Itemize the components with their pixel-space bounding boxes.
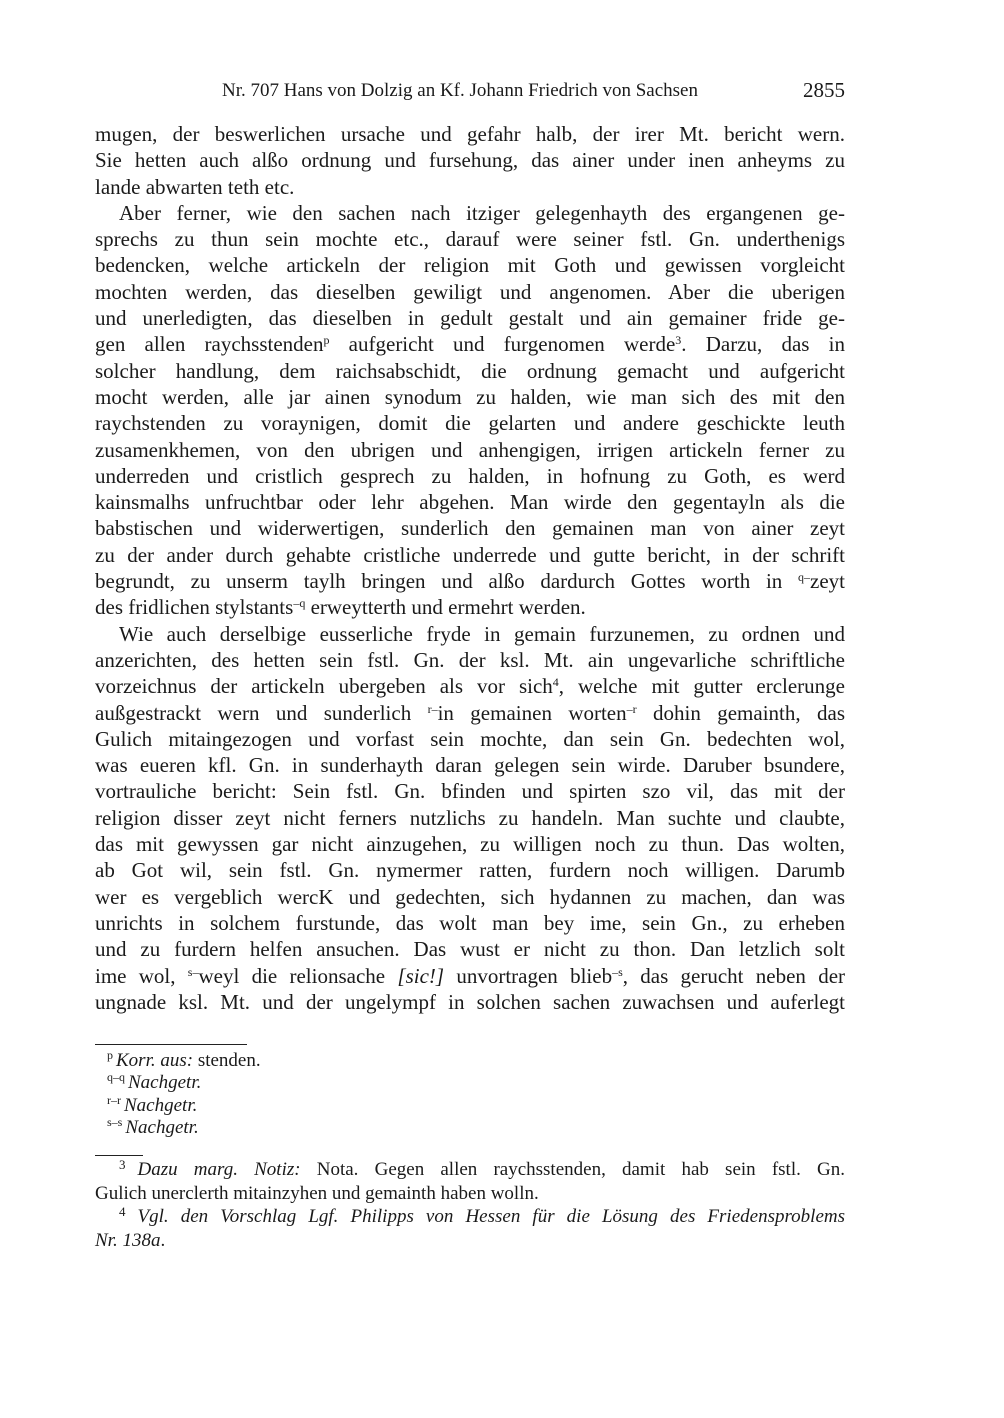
text-segment: mugen, der beswerlichen ursache und gefahr halb, der irer Mt. bericht wern. <box>95 122 845 146</box>
footnote-line <box>95 1158 845 1182</box>
note-marker: 4 <box>552 675 559 690</box>
text-segment: solcher handlung, dem raichsabschidt, die ordnung gemacht und aufgericht <box>95 358 845 383</box>
text-segment: unrichts in solchem furstunde, das wolt man bey ime, sein Gn., zu erheben <box>95 910 845 935</box>
text-line <box>95 463 845 489</box>
text-line <box>95 331 845 357</box>
body-text <box>95 121 845 1015</box>
text-segment: zeyt <box>810 569 845 594</box>
text-segment: begrundt, zu unserm taylh bringen und alßo dardurch Gottes worth in <box>95 569 799 594</box>
note-marker: q–q <box>107 1070 128 1085</box>
text-segment: anzerichten, des hetten sein fstl. Gn. der ksl. Mt. ain ungevarliche schriftliche <box>95 647 845 672</box>
text-segment: Gulich unerclerth mitainzyhen und gemainth haben wolln. <box>95 1182 539 1204</box>
text-line <box>95 884 845 910</box>
text-segment: zu der ander durch gehabte cristliche underrede und gutte bericht, in der schrift <box>95 542 845 567</box>
text-line <box>95 542 845 568</box>
footnote-line <box>95 1182 845 1206</box>
text-segment: des fridlichen stylstants <box>95 595 294 620</box>
footnotes <box>95 1158 845 1252</box>
text-segment: , das gerucht neben der <box>622 963 846 988</box>
text-line <box>95 226 845 252</box>
text-segment: Nachgetr. <box>125 1116 199 1138</box>
text-segment: zusamenkhemen, von den ubrigen und anhengigen, irrigen artickeln ferner zu <box>95 437 845 462</box>
text-segment: und unerledigten, das dieselben in gedult gestalt und ain gemainer fride ge- <box>95 306 845 331</box>
text-line <box>95 752 845 778</box>
text-line <box>95 857 845 883</box>
text-segment: [sic!] <box>397 963 445 988</box>
text-segment: das mit gewyssen gar nicht ainzugehen, zu willigen noch zu thun. Das wolten, <box>95 832 845 857</box>
text-segment: unvortragen blieb <box>444 963 613 988</box>
text-segment: dohin gemainth, das <box>636 700 845 725</box>
text-segment: babstischen und widerwertigen, sunderlich den gemainen man von ainer zeyt <box>95 516 845 541</box>
text-segment: lande abwarten teth etc. <box>95 174 295 199</box>
footnotes-rule <box>95 1155 143 1156</box>
text-line <box>95 647 845 673</box>
text-line <box>95 279 845 305</box>
text-segment: bedencken, welche artickeln der religion mit Goth und gewissen vorgleicht <box>95 253 845 278</box>
text-segment: religion disser zeyt nicht ferners nutzlichs zu handeln. Man suchte und claubte, <box>95 805 845 830</box>
text-line <box>95 384 845 410</box>
text-line <box>95 936 845 962</box>
text-line <box>95 726 845 752</box>
text-line <box>95 305 845 331</box>
text-line <box>95 963 845 989</box>
text-segment: Nachgetr. <box>124 1094 198 1116</box>
text-line <box>95 252 845 278</box>
note-marker: r– <box>427 701 438 716</box>
text-note <box>95 1072 845 1094</box>
text-segment: Aber ferner, wie den sachen nach itziger gelegenhayth des ergangenen ge- <box>119 200 845 225</box>
note-marker: –q <box>293 596 306 611</box>
text-segment: Sie hetten auch alßo ordnung und fursehung, das ainer under inen anheyms zu <box>95 148 845 173</box>
text-segment: außgestrackt wern und sunderlich <box>95 700 428 725</box>
text-note <box>95 1050 845 1072</box>
text-segment: was eueren kfl. Gn. in sunderhayth daran gelegen sein wirde. Daruber bsundere, <box>95 753 845 778</box>
text-segment: gen allen raychsstenden <box>95 332 324 357</box>
running-title: Nr. 707 Hans von Dolzig an Kf. Johann Friedrich von Sachsen <box>222 80 698 101</box>
footnote-number: 3 <box>119 1157 126 1172</box>
note-marker: p <box>107 1048 116 1062</box>
text-note <box>95 1114 845 1139</box>
note-marker: q– <box>798 570 811 585</box>
text-segment: sprechs zu thun sein mochte etc., darauf were seiner fstl. Gn. underthenigs <box>95 227 845 252</box>
note-marker: 3 <box>675 333 682 348</box>
text-line <box>95 568 845 594</box>
text-segment: vortrauliche bericht: Sein fstl. Gn. bfinden und spirten szo vil, das mit der <box>95 779 845 804</box>
text-line <box>95 989 845 1015</box>
text-line <box>95 673 845 699</box>
text-segment: Wie auch derselbige eusserliche fryde in gemain furzunemen, zu ordnen und <box>119 621 845 646</box>
text-segment: weyl die relionsache <box>198 963 398 988</box>
text-segment: ungnade ksl. Mt. und der ungelympf in solchen sachen zuwachsen und auferlegt <box>95 989 845 1014</box>
page-number: 2855 <box>803 78 845 102</box>
text-segment: kainsmalhs unfruchtbar oder lehr abgehen. Man wirde den gegentayln als die <box>95 490 845 515</box>
footnote-line <box>95 1229 845 1253</box>
text-line <box>95 831 845 857</box>
text-line <box>95 700 845 726</box>
text-note <box>95 1092 845 1117</box>
text-line <box>95 410 845 436</box>
text-segment: aufgericht und furgenomen werde <box>329 332 676 357</box>
text-segment: mocht werden, alle jar ainen synodum zu halden, wie man sich des mit den <box>95 384 845 409</box>
text-line <box>95 200 845 226</box>
text-segment: Nr. 138a <box>95 1229 161 1251</box>
text-notes-rule <box>95 1044 247 1045</box>
text-line <box>95 515 845 541</box>
text-segment: Dazu marg. Notiz: <box>137 1159 301 1180</box>
footnote-line <box>95 1205 845 1229</box>
text-critical-notes <box>95 1050 845 1139</box>
text-line <box>95 121 845 147</box>
text-line <box>95 621 845 647</box>
text-segment: erweytterth und ermehrt werden. <box>305 595 586 620</box>
note-marker: s– <box>187 964 199 979</box>
text-segment: mochten werden, das dieselben gewiligt und angenomen. Aber die uberigen <box>95 279 845 304</box>
text-line <box>95 910 845 936</box>
text-segment: wer es vergeblich wercK und gedechten, sich hydannen zu machen, dan was <box>95 884 845 909</box>
text-segment: Vgl. den Vorschlag Lgf. Philipps von Hessen für die Lösung des Friedensproblems <box>137 1206 845 1227</box>
text-segment: , welche mit gutter erclerunge <box>558 674 845 699</box>
text-segment: Gulich mitaingezogen und vorfast sein mochte, dan sein Gn. bedechten wol, <box>95 726 845 751</box>
text-segment: underreden und cristlich gesprech zu halden, in hofnung zu Goth, es werd <box>95 463 845 488</box>
note-marker: –r <box>626 701 637 716</box>
text-line <box>95 174 845 200</box>
text-segment: Nota. Gegen allen raychsstenden, damit hab sein fstl. Gn. <box>300 1159 845 1180</box>
text-segment: Korr. aus: <box>116 1050 194 1071</box>
text-line <box>95 778 845 804</box>
text-segment: Nachgetr. <box>128 1072 202 1094</box>
text-segment: ime wol, <box>95 963 188 988</box>
text-segment: . Darzu, das in <box>681 332 845 357</box>
text-segment: vorzeichnus der artickeln ubergeben als vor sich <box>95 674 553 699</box>
text-line <box>95 489 845 515</box>
text-segment: raychstenden zu voraynigen, domit die gelarten und andere geschickte leuth <box>95 411 845 436</box>
note-marker: p <box>323 333 330 348</box>
text-line <box>95 594 845 620</box>
text-segment: . <box>160 1229 166 1251</box>
text-line <box>95 147 845 173</box>
text-line <box>95 358 845 384</box>
text-segment: stenden. <box>193 1050 261 1071</box>
note-marker: –s <box>612 964 623 979</box>
text-line <box>95 805 845 831</box>
note-marker: s–s <box>107 1114 126 1129</box>
text-line <box>95 437 845 463</box>
text-segment: und zu furdern helfen ansuchen. Das wust er nicht zu thon. Dan letzlich solt <box>95 937 845 962</box>
text-segment: ab Got wil, sein fstl. Gn. nymermer ratten, furdern noch willigen. Darumb <box>95 858 845 883</box>
footnote-number: 4 <box>119 1204 126 1219</box>
note-marker: r–r <box>107 1092 124 1107</box>
text-segment: in gemainen worten <box>437 700 627 725</box>
